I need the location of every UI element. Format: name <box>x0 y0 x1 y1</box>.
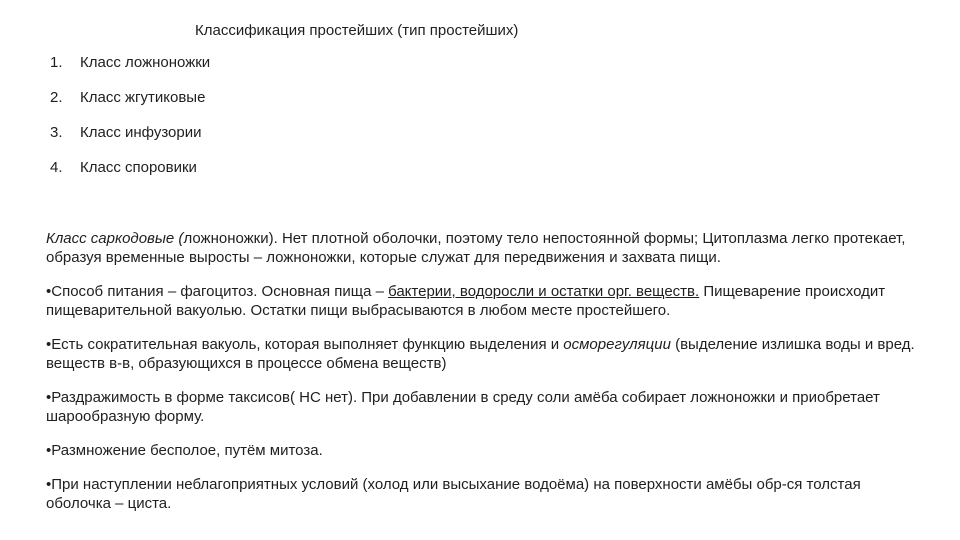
paragraph-text: •Есть сократительная вакуоль, которая выполняет функцию выделения и <box>46 336 564 353</box>
list-number: 1. <box>50 54 63 71</box>
paragraph-text: (выделение излишка воды и вред. веществ в-в, образующихся в процессе обмена веществ) <box>46 336 915 372</box>
paragraph-cyst: •При наступлении неблагоприятных условий (холод или высыхание водоёма) на поверхности амёбы обр-ся толстая оболочка – циста. <box>46 476 861 512</box>
paragraph-text: •Способ питания – фагоцитоз. Основная пища – <box>46 283 389 300</box>
list-item <box>50 88 210 123</box>
list-number: 4. <box>50 159 63 176</box>
list-number: 3. <box>50 124 63 141</box>
paragraph-text: Пищеварение происходит пищеварительной вакуолью. Остатки пищи выбрасываются в любом месте простейшего. <box>46 283 886 319</box>
paragraph-reproduction: •Размножение бесполое, путём митоза. <box>46 442 323 459</box>
document-title: Классификация простейших (тип простейших) <box>195 22 519 39</box>
osmoregulation-term: осморегуляции <box>563 336 671 353</box>
list-item <box>50 123 210 158</box>
paragraph-vacuole <box>46 335 916 373</box>
underlined-food-text: бактерии, водоросли и остатки орг. веществ. <box>388 283 700 300</box>
document-body <box>46 229 916 528</box>
list-number: 2. <box>50 89 63 106</box>
list-item-label: Класс жгутиковые <box>80 89 206 106</box>
list-item-label: Класс ложноножки <box>80 54 211 71</box>
class-list <box>50 53 210 193</box>
class-term: Класс саркодовые ( <box>46 230 184 247</box>
list-item <box>50 158 210 193</box>
paragraph-sarcodina <box>46 229 916 267</box>
list-item-label: Класс споровики <box>80 159 197 176</box>
list-item <box>50 53 210 88</box>
paragraph-text: ложноножки). Нет плотной оболочки, поэтому тело непостоянной формы; Цитоплазма легко протекает, образуя временные выросты – ложноножки, которые служат для передвижения и захвата пищи. <box>46 230 906 266</box>
paragraph-irritability: •Раздражимость в форме таксисов( НС нет). При добавлении в среду соли амёба собирает ложноножки и приобретает шарообразную форму. <box>46 389 880 425</box>
list-item-label: Класс инфузории <box>80 124 202 141</box>
paragraph-nutrition <box>46 282 916 320</box>
